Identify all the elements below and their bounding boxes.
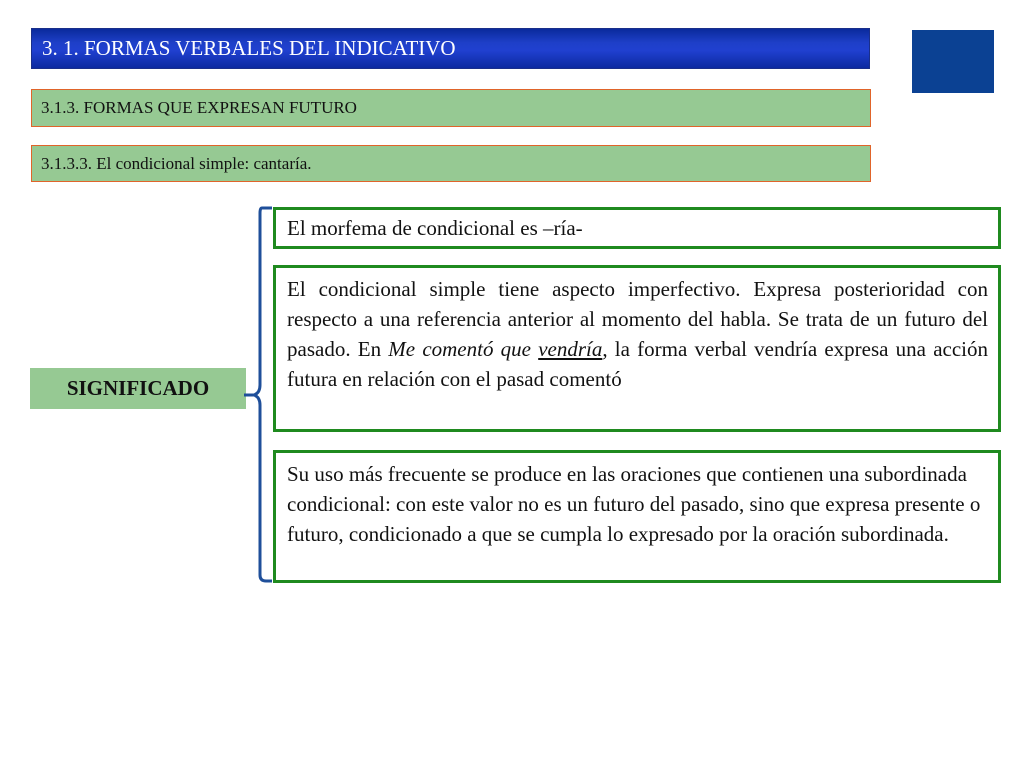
aspect-box (273, 265, 1001, 432)
slide-title-text: 3. 1. FORMAS VERBALES DEL INDICATIVO (42, 36, 456, 60)
significado-label (30, 368, 246, 409)
section-heading-text: 3.1.3. FORMAS QUE EXPRESAN FUTURO (41, 98, 357, 117)
example-italic: Me comentó que (388, 337, 539, 361)
aspect-text-after: , la forma verbal vendría expresa una acción futura en relación con el pasad comentó (287, 337, 988, 391)
example-italic-underlined: vendría (538, 337, 603, 361)
significado-label-text: SIGNIFICADO (66, 376, 210, 400)
section-heading (31, 89, 871, 127)
subsection-heading-text: 3.1.3.3. El condicional simple: cantaría. (41, 153, 312, 173)
morpheme-text: El morfema de condicional es –ría- (287, 216, 583, 240)
usage-text: Su uso más frecuente se produce en las oraciones que contienen una subordinada condicional: con este valor no es un futuro del pasado, sino que expresa presente o futuro, condicionado a que se cumpla lo expresado por la oración subordinada. (287, 462, 981, 546)
morpheme-box (273, 207, 1001, 249)
subsection-heading (31, 145, 871, 182)
slide-title (31, 28, 870, 69)
decorative-square (912, 30, 994, 93)
aspect-text-before: El condicional simple tiene aspecto imperfectivo. Expresa posterioridad con respecto a una referencia anterior al momento del habla. Se trata de un futuro del pasado. En (287, 277, 988, 361)
usage-box (273, 450, 1001, 583)
